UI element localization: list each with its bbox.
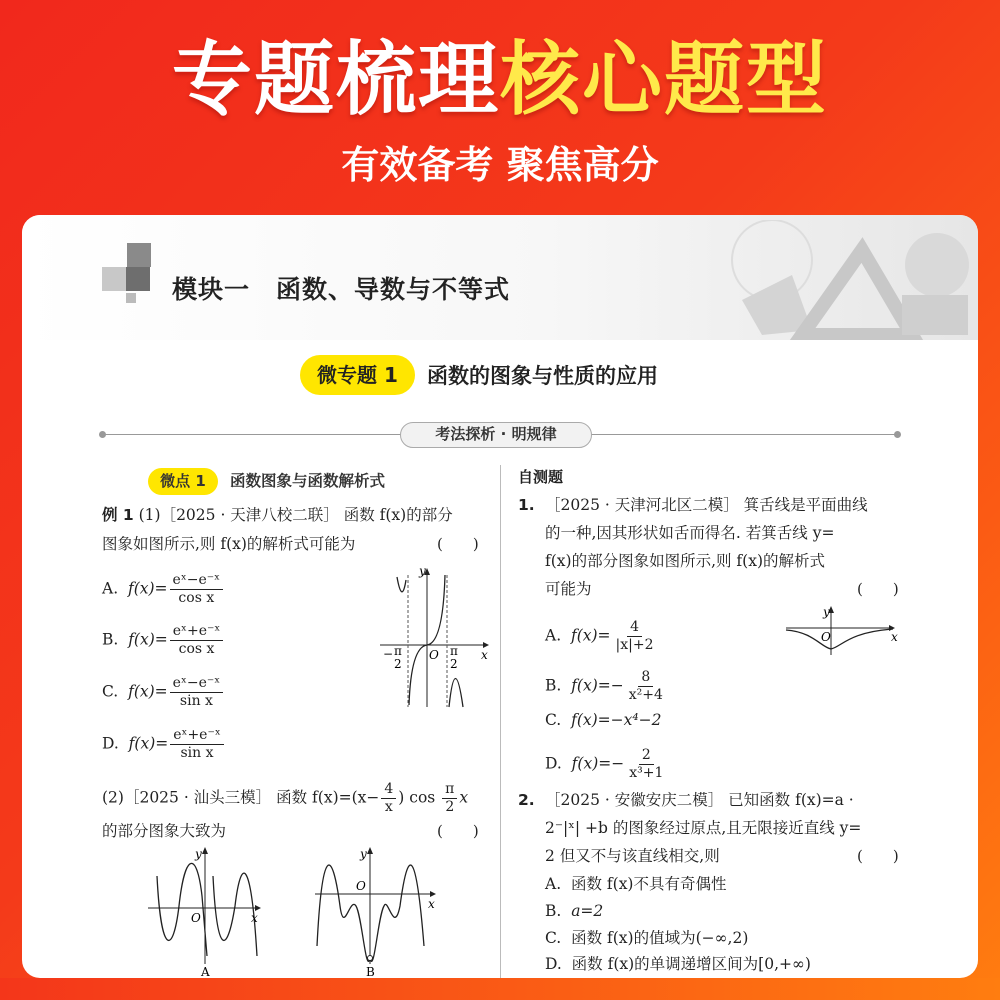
answer-blank[interactable]: ( ) [437,535,479,553]
q2-option-a[interactable] [545,873,727,895]
tick-pi: π [394,644,402,658]
axis-label-y: y [419,565,426,578]
numerator: 2 [639,747,654,765]
option-lhs: f(x)= [128,734,169,753]
numerator: 4 [381,781,396,799]
option-text: 函数 f(x)的单调递增区间为[0,+∞) [571,955,811,973]
option-label: A. [545,626,562,645]
denominator: x²+4 [628,687,663,703]
option-b[interactable] [102,623,225,658]
fraction [170,572,224,607]
q1-graph [783,605,903,657]
option-label: D. [102,734,119,753]
q1-option-a[interactable] [545,619,659,654]
q2-option-d[interactable] [545,953,811,975]
question-number: 1. [518,496,535,514]
numerator: eˣ+e⁻ˣ [170,623,224,641]
fraction [170,675,224,710]
graph-option-b[interactable] [312,846,442,981]
axis-label-y: y [823,605,830,619]
option-label: B. [545,676,562,695]
question-number: 2. [518,791,535,809]
q2-line: 2⁻|ˣ| +b 的图象经过原点,且无限接近直线 y= [545,819,862,837]
example2-text: x [459,788,469,807]
point-badge: 微点 1 [148,468,218,495]
option-label: A. [545,875,562,893]
geometric-decoration [712,220,978,340]
denominator: |x|+2 [615,637,654,653]
option-lhs: f(x)= [128,630,168,649]
graph-label: A [201,965,210,979]
q1-option-d[interactable] [545,747,668,782]
denominator: cos x [178,641,215,657]
example2-text: ) cos [398,788,441,807]
example1-line1 [102,504,453,526]
option-lhs: f(x)=− [571,754,625,773]
method-badge: 考法探析 · 明规律 [400,422,592,448]
example-label: 例 1 [102,506,134,524]
origin-label: O [429,648,439,662]
q1-option-c[interactable] [545,709,661,731]
graph-label: B [366,965,375,979]
option-lhs: f(x)= [570,626,611,645]
option-a[interactable] [102,572,225,607]
graph-option-a[interactable] [145,846,270,981]
module-title: 模块一 函数、导数与不等式 [172,275,511,304]
denominator: cos x [178,590,215,606]
option-label: A. [102,579,119,598]
option-text: 函数 f(x)不具有奇偶性 [570,875,727,893]
hero-title-part2: 核心题型 [500,33,828,126]
q1-line: f(x)的部分图象如图所示,则 f(x)的解析式 [545,552,826,570]
axis-label-y: y [195,847,202,861]
q2-line: 2 但又不与该直线相交,则 [545,847,720,865]
denominator: sin x [180,745,214,761]
q2-option-b[interactable] [545,900,603,922]
option-lhs: f(x)= [127,579,168,598]
denominator: sin x [179,693,213,709]
denominator: x³+1 [629,765,664,781]
selftest-heading: 自测题 [518,468,564,486]
option-lhs: f(x)=− [571,676,624,695]
numerator: π [442,781,457,799]
option-label: D. [545,754,562,773]
origin-label: O [191,911,201,925]
numerator: eˣ−e⁻ˣ [170,572,224,590]
divider-dot [894,431,901,438]
denominator: x [384,799,393,815]
fraction [381,781,396,816]
point-title: 函数图象与函数解析式 [230,472,386,490]
example1-line2: 图象如图所示,则 f(x)的解析式可能为 [102,535,356,553]
tick-two: 2 [394,657,402,671]
option-text: 函数 f(x)的值域为(−∞,2) [571,929,749,947]
option-d[interactable] [102,727,226,762]
example1-text: (1)［2025 · 天津八校二联］ 函数 f(x)的部分 [133,506,453,524]
q1-line: 的一种,因其形状如舌而得名. 若箕舌线 y= [545,524,835,542]
fraction [613,619,657,654]
column-divider [500,465,501,978]
numerator: eˣ−e⁻ˣ [170,675,224,693]
axis-label-x: x [251,911,258,925]
axis-label-y: y [360,847,367,861]
numerator: 4 [627,619,642,637]
hero-title [0,30,1000,130]
q1-option-b[interactable] [545,669,668,704]
fraction [170,727,224,762]
bottom-band [0,978,1000,1000]
option-text: a=2 [571,902,604,920]
example2-line1 [102,781,468,816]
option-text: f(x)=−x⁴−2 [571,711,662,729]
denominator: 2 [445,799,455,815]
fraction [626,747,666,782]
tick-minus: − [383,647,394,661]
tick-two: 2 [450,657,458,671]
fraction [626,669,666,704]
axis-label-x: x [891,630,898,644]
q1-line: ［2025 · 天津河北区二模］ 箕舌线是平面曲线 [545,496,868,514]
topic-title: 函数的图象与性质的应用 [427,364,658,388]
option-label: C. [545,929,562,947]
numerator: eˣ+e⁻ˣ [170,727,224,745]
answer-blank[interactable]: ( ) [437,822,479,840]
origin-label: O [821,630,831,644]
option-lhs: f(x)= [128,682,168,701]
answer-blank[interactable]: ( ) [857,580,899,598]
numerator: 8 [638,669,653,687]
option-label: D. [545,955,562,973]
answer-blank[interactable]: ( ) [857,847,899,865]
option-label: C. [102,682,119,701]
tick-pi: π [450,644,458,658]
axis-label-x: x [428,897,435,911]
option-label: B. [102,630,119,649]
q2-line: ［2025 · 安徽安庆二模］ 已知函数 f(x)=a · [545,791,854,809]
topic-badge: 微专题 1 [300,355,415,395]
q2-option-c[interactable] [545,927,748,949]
example2-line2: 的部分图象大致为 [102,822,227,840]
example2-text: (2)［2025 · 汕头三模］ 函数 f(x)=(x− [102,788,380,807]
divider-dot [99,431,106,438]
hero-title-part1: 专题梳理 [172,33,500,126]
fraction [442,781,457,816]
axis-label-x: x [481,648,488,662]
origin-label: O [356,879,366,893]
q1-line: 可能为 [545,580,592,598]
option-label: B. [545,902,562,920]
example1-graph [375,565,490,715]
fraction [170,623,224,658]
hero-subtitle: 有效备考 聚焦高分 [341,143,659,187]
option-label: C. [545,711,562,729]
option-c[interactable] [102,675,225,710]
